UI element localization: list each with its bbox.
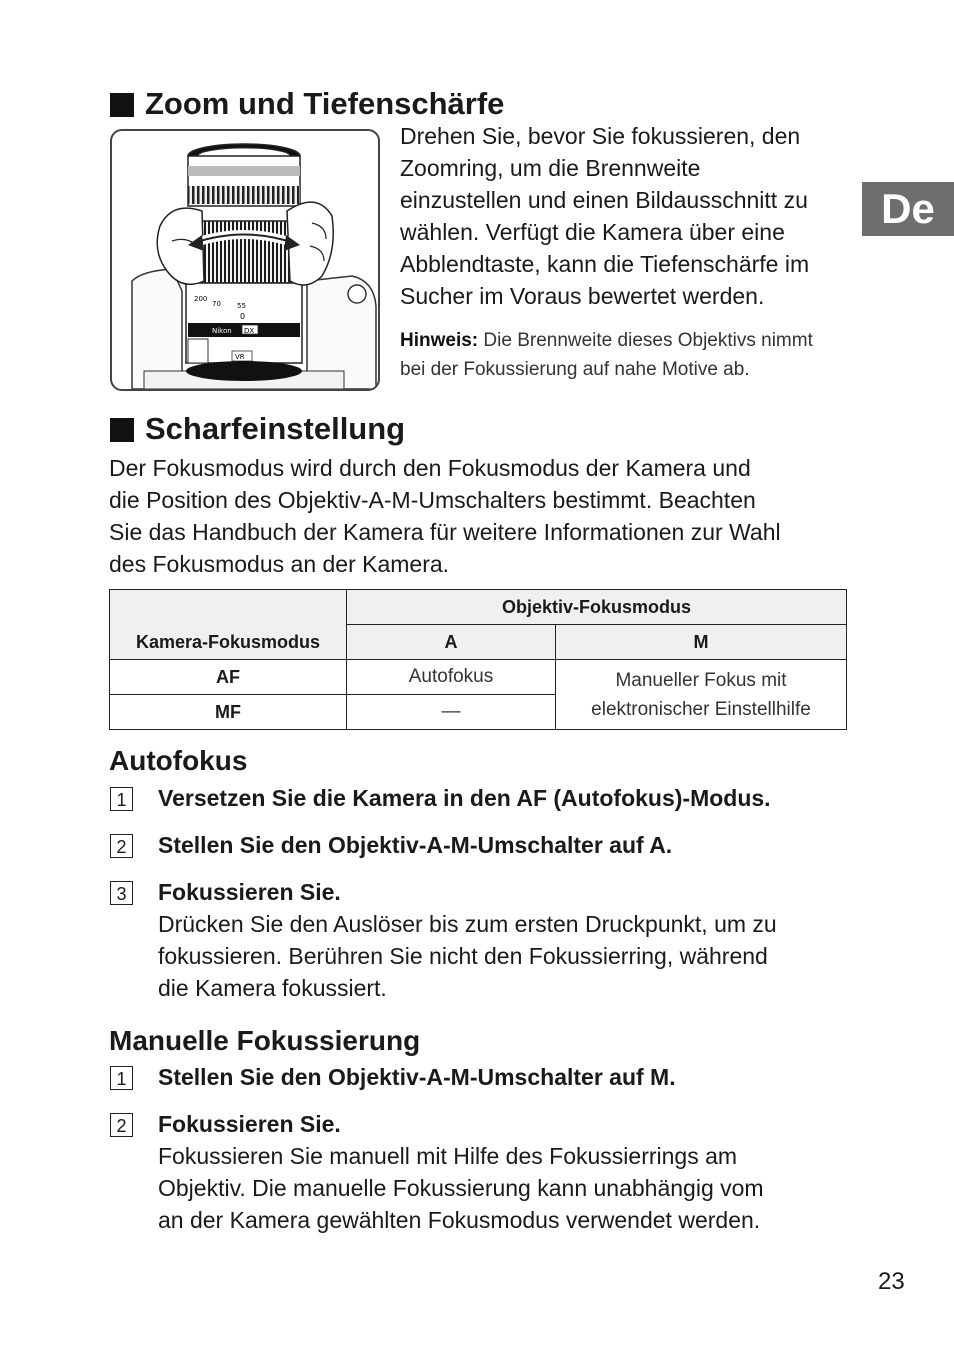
step-body-line: die Kamera fokussiert. bbox=[158, 975, 387, 1001]
zoom-line: Sucher im Voraus bewertet werden. bbox=[400, 283, 765, 309]
row-mf-label: MF bbox=[110, 695, 347, 730]
zoom-paragraph bbox=[400, 120, 850, 312]
col-m-header: M bbox=[556, 625, 847, 660]
step-title: Versetzen Sie die Kamera in den AF (Autofokus)-Modus. bbox=[158, 785, 771, 811]
zoom-line: wählen. Verfügt die Kamera über eine bbox=[400, 219, 785, 245]
step-number: 1 bbox=[110, 1066, 133, 1090]
cell-m-value bbox=[556, 660, 847, 730]
zoom-line: Abblendtaste, kann die Tiefenschärfe im bbox=[400, 251, 810, 277]
page-number: 23 bbox=[878, 1268, 905, 1295]
step-body bbox=[158, 1140, 848, 1236]
section-heading-zoom bbox=[110, 86, 504, 122]
focal-55-label: 55 bbox=[237, 302, 246, 310]
zoom-line: Drehen Sie, bevor Sie fokussieren, den bbox=[400, 123, 801, 149]
language-tab: De bbox=[862, 182, 954, 236]
focus-line: die Position des Objektiv-A-M-Umschalters bestimmt. Beachten bbox=[109, 487, 756, 513]
step-number: 2 bbox=[110, 1113, 133, 1137]
step-number: 1 bbox=[110, 787, 133, 811]
cell-af-a: Autofokus bbox=[347, 660, 556, 695]
section-title-zoom: Zoom und Tiefenschärfe bbox=[145, 86, 505, 121]
section-heading-focus bbox=[110, 411, 405, 447]
note-text: Die Brennweite dieses Objektivs nimmt bbox=[483, 330, 813, 351]
autofokus-heading: Autofokus bbox=[109, 745, 248, 776]
lens-mode-header: Objektiv-Fokusmodus bbox=[347, 590, 847, 625]
step-number: 2 bbox=[110, 834, 133, 858]
dx-label: DX bbox=[244, 327, 255, 335]
step-title: Fokussieren Sie. bbox=[158, 879, 341, 905]
section-title-focus: Scharfeinstellung bbox=[145, 411, 406, 446]
focus-paragraph bbox=[109, 452, 854, 580]
focus-mode-table bbox=[109, 589, 847, 730]
focal-200-label: 200 bbox=[194, 295, 208, 303]
lens-illustration bbox=[110, 129, 380, 391]
step-title: Stellen Sie den Objektiv-A-M-Umschalter auf M. bbox=[158, 1064, 676, 1090]
focus-line: Der Fokusmodus wird durch den Fokusmodus der Kamera und bbox=[109, 455, 751, 481]
step-body bbox=[158, 908, 848, 1004]
vr-label: VR bbox=[235, 353, 245, 361]
step-number: 3 bbox=[110, 881, 133, 905]
focal-70-label: 70 bbox=[212, 300, 221, 308]
note-line: bei der Fokussierung auf nahe Motive ab. bbox=[400, 359, 750, 380]
m-value-line: Manueller Fokus mit bbox=[615, 669, 787, 691]
heading-square-icon bbox=[110, 93, 134, 117]
col-a-header: A bbox=[347, 625, 556, 660]
manual-focus-heading: Manuelle Fokussierung bbox=[109, 1025, 421, 1056]
focus-line: des Fokusmodus an der Kamera. bbox=[109, 551, 450, 577]
heading-square-icon bbox=[110, 418, 134, 442]
step-body-line: an der Kamera gewählten Fokusmodus verwendet werden. bbox=[158, 1207, 761, 1233]
lens-drawing bbox=[112, 131, 378, 389]
step-body-line: Drücken Sie den Auslöser bis zum ersten Druckpunkt, um zu bbox=[158, 911, 777, 937]
focus-line: Sie das Handbuch der Kamera für weitere Informationen zur Wahl bbox=[109, 519, 781, 545]
step-title: Fokussieren Sie. bbox=[158, 1111, 341, 1137]
zoom-line: einzustellen und einen Bildausschnitt zu bbox=[400, 187, 808, 213]
zoom-note bbox=[400, 326, 850, 384]
cell-mf-a: — bbox=[347, 695, 556, 730]
m-value-line: elektronischer Einstellhilfe bbox=[591, 698, 811, 720]
focus-zero-label: 0 bbox=[240, 312, 246, 321]
step-body-line: Objektiv. Die manuelle Fokussierung kann unabhängig vom bbox=[158, 1175, 764, 1201]
zoom-line: Zoomring, um die Brennweite bbox=[400, 155, 701, 181]
corner-header: Kamera-Fokusmodus bbox=[110, 590, 347, 660]
row-af-label: AF bbox=[110, 660, 347, 695]
brand-label: Nikon bbox=[212, 327, 232, 335]
step-body-line: fokussieren. Berühren Sie nicht den Fokussierring, während bbox=[158, 943, 768, 969]
step-body-line: Fokussieren Sie manuell mit Hilfe des Fokussierrings am bbox=[158, 1143, 738, 1169]
step-title: Stellen Sie den Objektiv-A-M-Umschalter auf A. bbox=[158, 832, 673, 858]
note-line bbox=[400, 326, 850, 355]
note-label: Hinweis: bbox=[400, 330, 479, 351]
